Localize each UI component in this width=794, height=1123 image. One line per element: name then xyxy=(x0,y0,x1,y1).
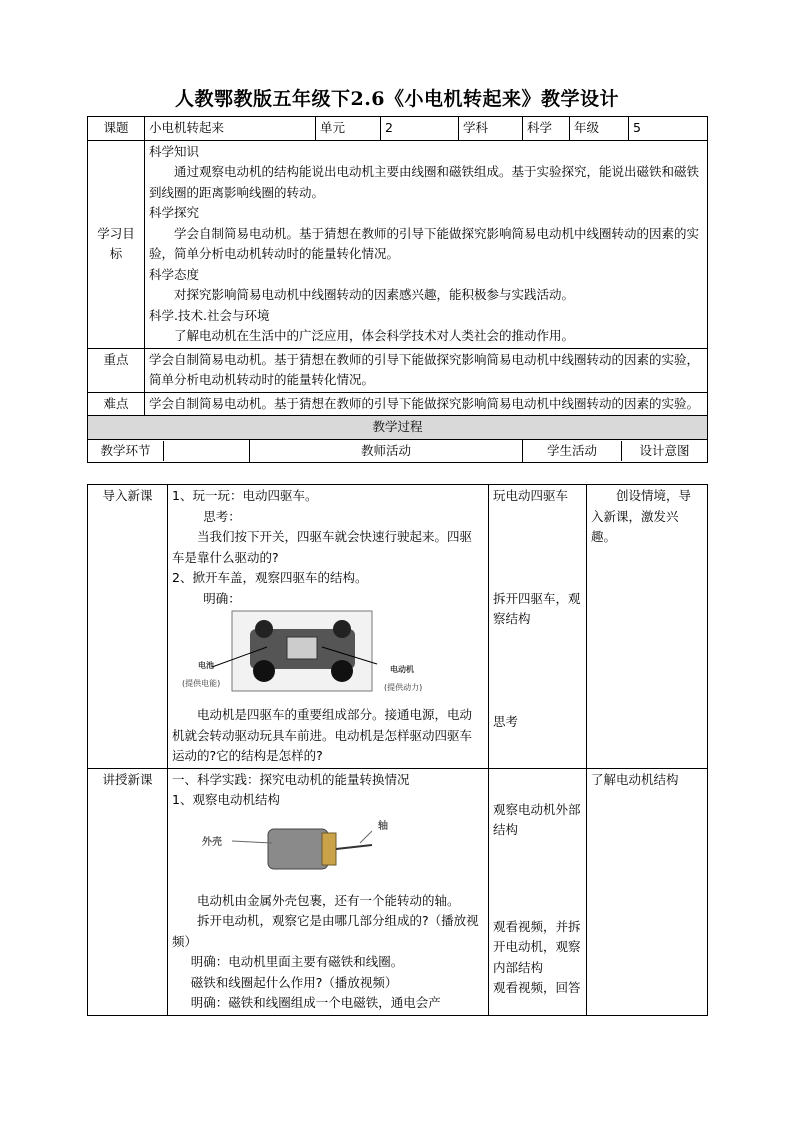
teach-t7: 明确：磁铁和线圈组成一个电磁铁，通电会产 xyxy=(190,995,441,1010)
intro-t5: 明确： xyxy=(203,590,241,606)
teach-s1: 观察电动机外部结构 xyxy=(493,801,581,837)
axis-label: 轴 xyxy=(378,820,388,832)
col-intent: 设计意图 xyxy=(639,442,690,458)
page-title: 人教鄂教版五年级下2.6《小电机转起来》教学设计 xyxy=(174,88,620,110)
battery-sub-label: (提供电能) xyxy=(182,679,221,688)
col-teacher: 教师活动 xyxy=(250,439,523,463)
intro-s3: 思考 xyxy=(493,713,519,729)
goals-row xyxy=(88,140,708,348)
sts-text: 了解电动机在生活中的广泛应用，体会科学技术对人类社会的推动作用。 xyxy=(174,328,575,343)
unit-value: 2 xyxy=(381,117,459,141)
knowledge-title: 科学知识 xyxy=(149,143,200,159)
col-student: 学生活动 xyxy=(523,441,622,462)
difficulty-row xyxy=(88,392,708,416)
intro-s1: 玩电动四驱车 xyxy=(493,488,569,503)
teach-s2: 观看视频，并拆开电动机，观察内部结构 xyxy=(493,918,581,975)
four-wheel-car-image xyxy=(172,609,472,705)
teach-s3: 观看视频，回答 xyxy=(493,980,581,995)
lesson-plan-table xyxy=(87,116,708,463)
key-point-row xyxy=(88,348,708,392)
intro-t3: 当我们按下开关，四驱车就会快速行驶起来。四驱车是靠什么驱动的? xyxy=(172,529,473,565)
intro-row xyxy=(88,485,708,769)
teach-row xyxy=(88,768,708,1015)
teach-t2: 1、观察电动机结构 xyxy=(172,792,280,807)
intro-s2: 拆开四驱车，观察结构 xyxy=(493,590,581,626)
inquiry-text: 学会自制简易电动机。基于猜想在教师的引导下能做探究影响简易电动机中线圈转动的因素的实验，简单分析电动机转动时的能量转化情况。 xyxy=(149,225,700,261)
teach-t6: 磁铁和线圈起什么作用?（播放视频） xyxy=(190,974,398,990)
intro-t1: 1、玩一玩：电动四驱车。 xyxy=(172,488,318,503)
intro-t4: 2、掀开车盖，观察四驱车的结构。 xyxy=(172,570,368,585)
difficulty-label: 难点 xyxy=(88,392,145,416)
process-columns-row xyxy=(88,439,708,463)
intro-teacher xyxy=(168,485,489,769)
teach-intent-text: 了解电动机结构 xyxy=(591,771,679,787)
info-row xyxy=(88,117,708,141)
intro-stage: 导入新课 xyxy=(88,485,168,769)
key-point-label: 重点 xyxy=(88,348,145,392)
motor-sub-label: (提供动力) xyxy=(384,683,423,692)
motor-figure xyxy=(172,811,484,891)
motor-label: 电动机 xyxy=(390,665,414,674)
course-value: 小电机转起来 xyxy=(145,117,316,141)
intro-t2: 思考： xyxy=(203,508,241,524)
unit-label: 单元 xyxy=(316,117,381,141)
intro-t6: 电动机是四驱车的重要组成部分。接通电源，电动机就会转动驱动玩具车前进。电动机是怎样驱动四驱车运动的?它的结构是怎样的? xyxy=(172,707,473,763)
sts-title: 科学.技术.社会与环境 xyxy=(149,307,270,323)
inquiry-title: 科学探究 xyxy=(149,205,200,220)
col-student-intent xyxy=(523,439,708,463)
intro-student xyxy=(489,485,587,769)
process-header: 教学过程 xyxy=(88,416,708,440)
attitude-text: 对探究影响简易电动机中线圈转动的因素感兴趣，能积极参与实践活动。 xyxy=(174,287,575,302)
teach-t3: 电动机由金属外壳包裹，还有一个能转动的轴。 xyxy=(197,892,460,908)
grade-cell xyxy=(570,117,708,141)
teach-student xyxy=(489,768,587,1015)
col-stage-cell xyxy=(88,439,250,463)
attitude-title: 科学态度 xyxy=(149,266,200,282)
course-label: 课题 xyxy=(88,117,145,141)
process-table xyxy=(87,484,708,1016)
process-header-row xyxy=(88,416,708,440)
intro-intent-text: 创设情境，导入新课，激发兴趣。 xyxy=(591,488,692,544)
teach-intent xyxy=(587,768,708,1015)
difficulty-text: 学会自制简易电动机。基于猜想在教师的引导下能做探究影响简易电动机中线圈转动的因素的实验。 xyxy=(145,392,708,416)
grade-label: 年级 xyxy=(570,117,629,140)
knowledge-text: 通过观察电动机的结构能说出电动机主要由线圈和磁铁组成。基于实验探究，能说出磁铁和磁铁到线圈的距离影响线圈的转动。 xyxy=(149,164,700,200)
col-stage: 教学环节 xyxy=(88,441,164,462)
four-wheel-car-figure xyxy=(172,609,484,705)
grade-value: 5 xyxy=(633,120,641,135)
subject-label: 学科 xyxy=(459,117,523,141)
teach-teacher xyxy=(168,768,489,1015)
teach-t4: 拆开电动机，观察它是由哪几部分组成的?（播放视频） xyxy=(172,913,479,949)
teach-t1: 一、科学实践：探究电动机的能量转换情况 xyxy=(172,771,410,787)
shell-label: 外壳 xyxy=(202,836,222,848)
teach-t5: 明确：电动机里面主要有磁铁和线圈。 xyxy=(190,954,404,969)
battery-label: 电池 xyxy=(198,661,214,670)
goals-label: 学习目标 xyxy=(88,140,145,348)
key-point-text: 学会自制简易电动机。基于猜想在教师的引导下能做探究影响简易电动机中线圈转动的因素的实验，简单分析电动机转动时的能量转化情况。 xyxy=(145,348,708,392)
subject-value: 科学 xyxy=(523,117,570,141)
goals-content xyxy=(145,140,708,348)
teach-stage: 讲授新课 xyxy=(88,768,168,1015)
intro-intent xyxy=(587,485,708,769)
